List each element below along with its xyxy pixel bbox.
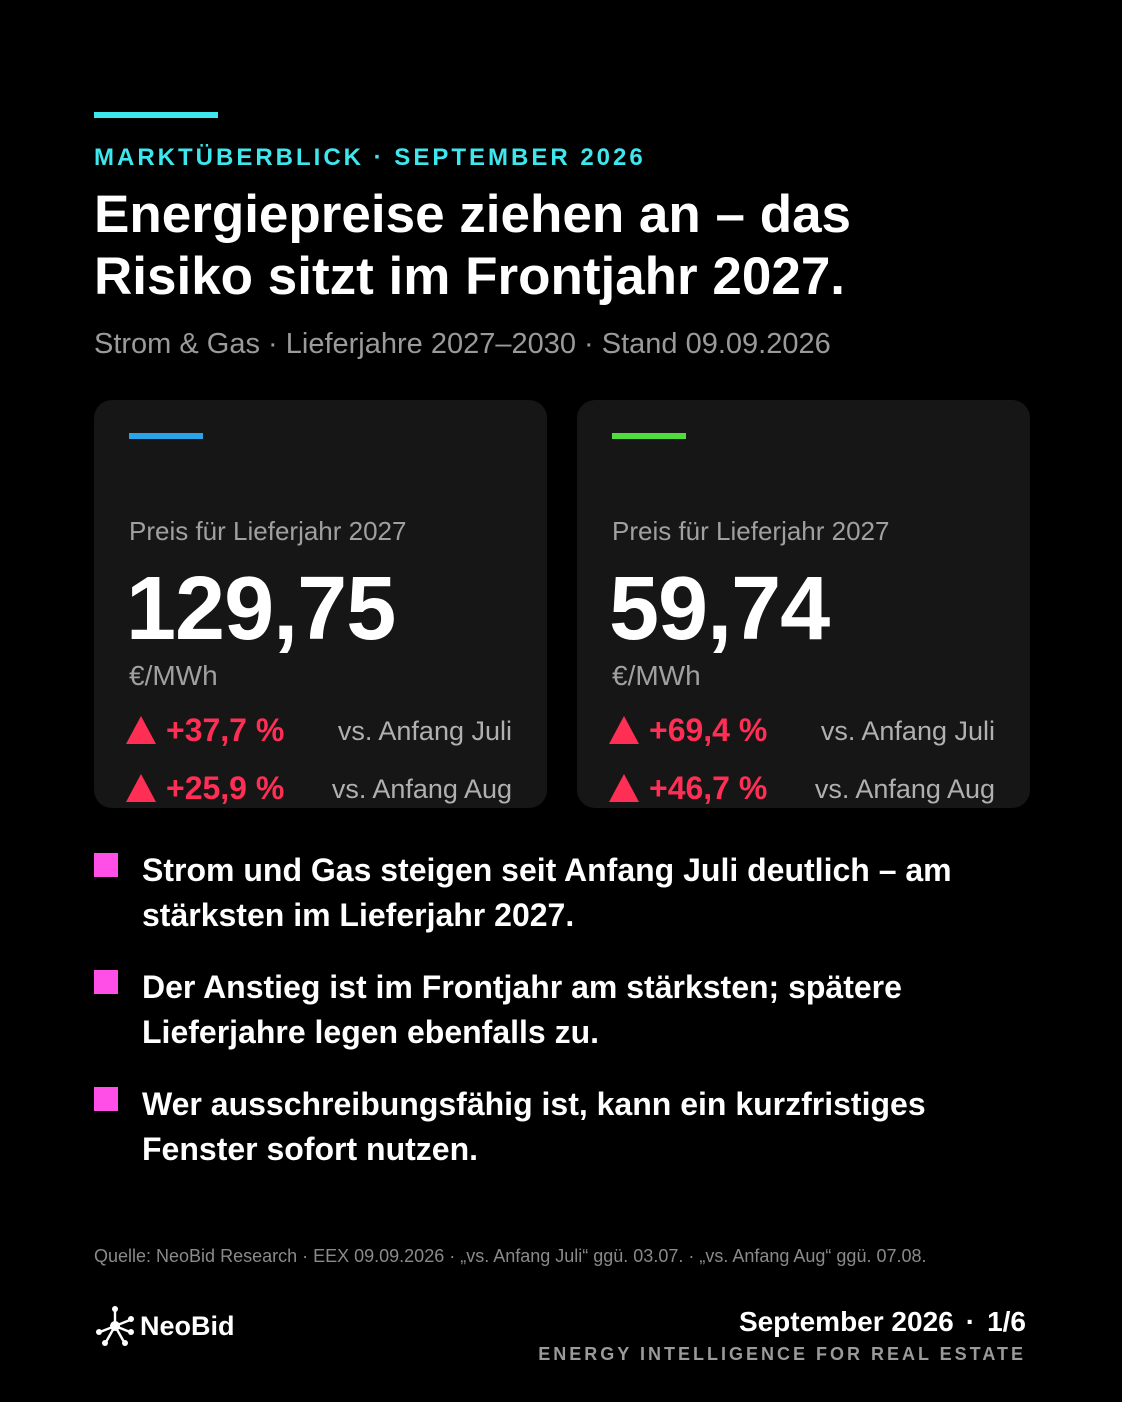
key-points-list (94, 848, 1034, 1199)
tagline: ENERGY INTELLIGENCE FOR REAL ESTATE (538, 1344, 1026, 1364)
eyebrow: MARKTÜBERBLICK · SEPTEMBER 2026 (94, 144, 646, 171)
footer-separator: · (965, 1306, 976, 1337)
change-reference: vs. Anfang Aug (814, 774, 995, 804)
price-value: 59,74 (609, 559, 830, 659)
bullet-text: Wer ausschreibungsfähig ist, kann ein kurzfristiges Fenster sofort nutzen. (142, 1086, 926, 1167)
change-percent: +25,9 % (166, 770, 285, 806)
change-reference: vs. Anfang Juli (337, 716, 512, 746)
source-note: Quelle: NeoBid Research · EEX 09.09.2026 · „vs. Anfang Juli“ ggü. 03.07. · „vs. Anfang Aug“ ggü. 07.08. (94, 1246, 927, 1266)
brand-logo (94, 1304, 235, 1348)
gas-card (577, 400, 1030, 808)
change-row (126, 712, 512, 752)
card-subtitle: Preis für Lieferjahr 2027 (612, 516, 890, 546)
page-counter: 1/6 (987, 1306, 1026, 1337)
change-percent: +69,4 % (649, 712, 768, 748)
bullet-text: Strom und Gas steigen seit Anfang Juli deutlich – am stärksten im Lieferjahr 2027. (142, 852, 952, 933)
strom-accent-bar (129, 433, 203, 439)
headline (94, 184, 1034, 308)
change-row (609, 770, 995, 808)
price-unit: €/MWh (612, 660, 701, 691)
change-row (609, 712, 995, 752)
subline: Strom & Gas · Lieferjahre 2027–2030 · Stand 09.09.2026 (94, 328, 831, 360)
card-subtitle: Preis für Lieferjahr 2027 (129, 516, 407, 546)
change-reference: vs. Anfang Juli (820, 716, 995, 746)
footer-month: September 2026 (738, 1306, 954, 1337)
headline-line-1: Energiepreise ziehen an – das (94, 185, 852, 244)
footer-date-page (538, 1306, 1026, 1338)
header-accent-bar (94, 112, 218, 118)
bullet-square-icon (94, 970, 118, 994)
list-item (94, 965, 1034, 1055)
list-item (94, 1082, 1034, 1172)
strom-card (94, 400, 547, 808)
gas-accent-bar (612, 433, 686, 439)
brand-name: NeoBid (140, 1310, 235, 1341)
change-percent: +37,7 % (166, 712, 285, 748)
change-percent: +46,7 % (649, 770, 768, 806)
up-triangle-icon (609, 716, 639, 744)
bullet-text: Der Anstieg ist im Frontjahr am stärksten; spätere Lieferjahre legen ebenfalls zu. (142, 969, 902, 1050)
up-triangle-icon (609, 774, 639, 802)
bullet-square-icon (94, 853, 118, 877)
footer-meta (538, 1306, 1026, 1365)
bullet-square-icon (94, 1087, 118, 1111)
network-node-icon (94, 1304, 136, 1348)
change-reference: vs. Anfang Aug (331, 774, 512, 804)
up-triangle-icon (126, 774, 156, 802)
price-value: 129,75 (126, 559, 396, 659)
list-item (94, 848, 1034, 938)
price-unit: €/MWh (129, 660, 218, 691)
headline-line-2: Risiko sitzt im Frontjahr 2027. (94, 247, 846, 306)
up-triangle-icon (126, 716, 156, 744)
change-row (126, 770, 512, 808)
